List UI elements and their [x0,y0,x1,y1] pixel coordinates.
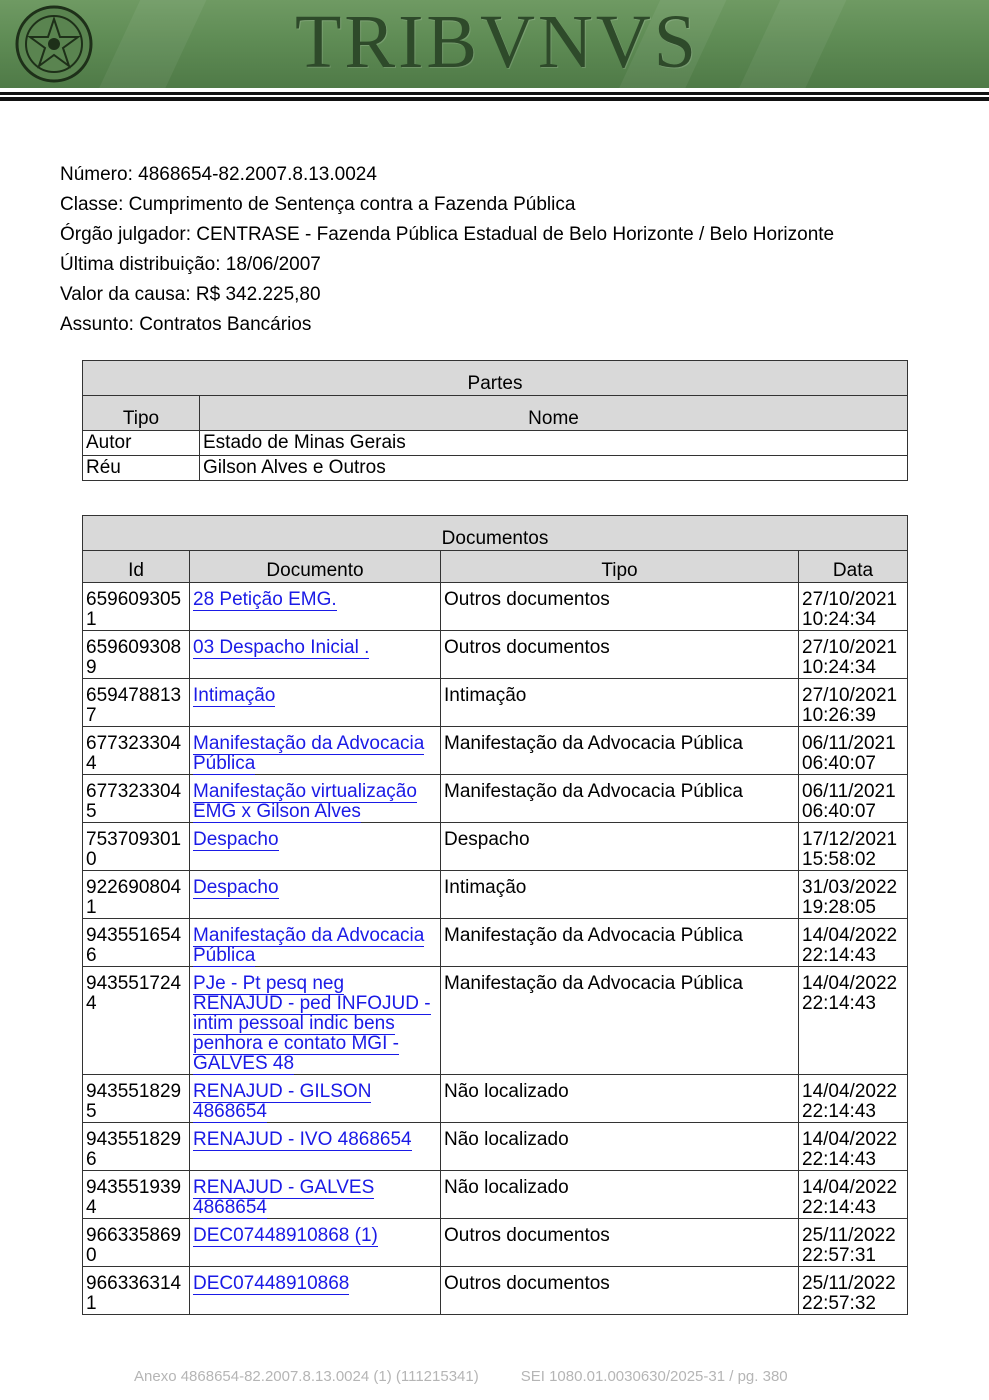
document-datetime-cell [799,775,908,823]
table-row [83,727,908,775]
document-date: 25/11/2022 [802,1273,896,1294]
document-id-check-digit: 6 [86,945,97,966]
document-link[interactable]: 28 Petição EMG. [193,589,337,610]
document-id: 966336314 [86,1273,182,1294]
document-id-check-digit: 5 [86,801,97,822]
document-time: 22:14:43 [802,1197,876,1218]
parties-col-tipo: Tipo [83,396,200,431]
document-datetime-cell [799,1267,908,1315]
document-id-check-digit: 1 [86,609,97,630]
document-id-check-digit: 5 [86,1101,97,1122]
document-date: 14/04/2022 [802,1177,898,1198]
document-id: 659609305 [86,589,182,610]
document-datetime-cell [799,679,908,727]
document-type: Outros documentos [441,1219,799,1267]
table-row [83,679,908,727]
document-datetime-cell [799,967,908,1075]
document-id-cell [83,871,190,919]
documents-col-id: Id [83,551,190,583]
case-value: Valor da causa: R$ 342.225,80 [60,284,321,305]
document-datetime-cell [799,823,908,871]
document-type: Outros documentos [441,583,799,631]
table-row [83,823,908,871]
document-date: 31/03/2022 [802,877,898,898]
page-footer [134,1368,788,1385]
document-id-check-digit: 0 [86,1245,97,1266]
document-id: 659609308 [86,637,182,658]
document-datetime-cell [799,871,908,919]
document-id: 922690804 [86,877,182,898]
document-type: Manifestação da Advocacia Pública [441,919,799,967]
party-name: Estado de Minas Gerais [200,431,908,456]
document-name-cell [190,1123,441,1171]
document-link[interactable]: Intimação [193,685,276,706]
document-time: 10:24:34 [802,657,876,678]
document-time: 15:58:02 [802,849,876,870]
document-id-cell [83,679,190,727]
documents-table [82,515,908,1315]
table-row [83,775,908,823]
document-type: Não localizado [441,1075,799,1123]
header-banner [0,0,989,88]
document-id-cell [83,823,190,871]
document-datetime-cell [799,1171,908,1219]
document-link[interactable]: Manifestação da Advocacia Pública [193,733,425,774]
document-date: 27/10/2021 [802,637,898,658]
document-id: 677323304 [86,733,182,754]
document-datetime-cell [799,1075,908,1123]
document-date: 06/11/2021 [802,733,896,754]
judging-body: Órgão julgador: CENTRASE - Fazenda Pública Estadual de Belo Horizonte / Belo Horizonte [60,224,835,245]
document-id: 659478813 [86,685,182,706]
document-link[interactable]: Manifestação da Advocacia Pública [193,925,425,966]
document-link[interactable]: RENAJUD - GILSON 4868654 [193,1081,372,1122]
document-id-cell [83,727,190,775]
document-id: 943551724 [86,973,182,994]
document-date: 14/04/2022 [802,925,898,946]
parties-table [82,360,908,481]
document-id-check-digit: 4 [86,753,97,774]
table-row [83,1267,908,1315]
footer-annex: Anexo 4868654-82.2007.8.13.0024 (1) (111215341) [134,1368,479,1385]
document-link[interactable]: Despacho [193,877,279,898]
document-id-cell [83,967,190,1075]
document-id-cell [83,583,190,631]
footer-sei-reference: SEI 1080.01.0030630/2025-31 / pg. 380 [520,1368,788,1385]
document-id-cell [83,1075,190,1123]
last-distribution: Última distribuição: 18/06/2007 [60,254,321,275]
document-time: 22:14:43 [802,1149,876,1170]
document-link[interactable]: RENAJUD - GALVES 4868654 [193,1177,375,1218]
header-rule-thick [0,97,989,101]
document-date: 17/12/2021 [802,829,898,850]
document-type: Outros documentos [441,631,799,679]
document-time: 22:57:31 [802,1245,876,1266]
table-row [83,431,908,456]
document-datetime-cell [799,727,908,775]
document-id: 966335869 [86,1225,182,1246]
document-datetime-cell [799,919,908,967]
document-id-cell [83,775,190,823]
table-row [83,1123,908,1171]
header-rule [0,92,989,95]
process-class: Classe: Cumprimento de Sentença contra a Fazenda Pública [60,194,576,215]
document-name-cell [190,1171,441,1219]
document-time: 19:28:05 [802,897,876,918]
document-date: 14/04/2022 [802,1081,898,1102]
party-name: Gilson Alves e Outros [200,456,908,481]
document-id-check-digit: 6 [86,1149,97,1170]
case-subject: Assunto: Contratos Bancários [60,314,312,335]
brand-logo-text: TRIBVNVS [295,0,700,84]
document-datetime-cell [799,583,908,631]
process-number: Número: 4868654-82.2007.8.13.0024 [60,164,377,185]
documents-col-data: Data [799,551,908,583]
document-id: 943551654 [86,925,182,946]
document-id: 943551939 [86,1177,182,1198]
document-type: Manifestação da Advocacia Pública [441,775,799,823]
document-id-check-digit: 7 [86,705,97,726]
document-type: Despacho [441,823,799,871]
document-id-check-digit: 4 [86,993,97,1014]
table-row [83,967,908,1075]
document-type: Manifestação da Advocacia Pública [441,727,799,775]
document-type: Não localizado [441,1171,799,1219]
document-id: 677323304 [86,781,182,802]
document-name-cell [190,775,441,823]
document-link[interactable]: PJe - Pt pesq neg RENAJUD - ped INFOJUD - intim pessoal indic bens penhora e contato MGI - GALVES 48 [193,973,431,1074]
process-metadata [60,160,834,340]
document-time: 22:14:43 [802,993,876,1014]
document-name-cell [190,727,441,775]
document-name-cell [190,583,441,631]
document-type: Intimação [441,679,799,727]
document-link[interactable]: DEC07448910868 (1) [193,1225,378,1246]
document-name-cell [190,1267,441,1315]
document-date: 27/10/2021 [802,685,898,706]
document-datetime-cell [799,1123,908,1171]
document-id-check-digit: 0 [86,849,97,870]
document-name-cell [190,679,441,727]
documents-title: Documentos [83,516,908,551]
table-row [83,1219,908,1267]
documents-col-documento: Documento [190,551,441,583]
document-time: 10:24:34 [802,609,876,630]
document-time: 22:57:32 [802,1293,876,1314]
document-id-cell [83,1219,190,1267]
document-link[interactable]: RENAJUD - IVO 4868654 [193,1129,412,1150]
document-datetime-cell [799,1219,908,1267]
document-link[interactable]: Manifestação virtualização EMG x Gilson Alves [193,781,417,822]
documents-col-tipo: Tipo [441,551,799,583]
document-date: 14/04/2022 [802,1129,898,1150]
document-id: 943551829 [86,1129,182,1150]
parties-title: Partes [83,361,908,396]
document-link[interactable]: 03 Despacho Inicial . [193,637,370,658]
document-id-check-digit: 1 [86,1293,97,1314]
party-type: Réu [83,456,200,481]
document-time: 06:40:07 [802,801,876,822]
document-id: 943551829 [86,1081,182,1102]
document-id-cell [83,1267,190,1315]
document-id-check-digit: 4 [86,1197,97,1218]
document-date: 06/11/2021 [802,781,896,802]
document-time: 10:26:39 [802,705,876,726]
document-name-cell [190,1219,441,1267]
document-type: Outros documentos [441,1267,799,1315]
document-link[interactable]: Despacho [193,829,279,850]
document-id-check-digit: 9 [86,657,97,678]
document-name-cell [190,871,441,919]
document-id-cell [83,919,190,967]
parties-col-nome: Nome [200,396,908,431]
document-date: 25/11/2022 [802,1225,896,1246]
table-row [83,871,908,919]
document-name-cell [190,1075,441,1123]
document-name-cell [190,823,441,871]
document-link[interactable]: DEC07448910868 [193,1273,350,1294]
document-type: Não localizado [441,1123,799,1171]
document-time: 06:40:07 [802,753,876,774]
tjmg-seal-icon [12,4,96,84]
table-row [83,631,908,679]
document-datetime-cell [799,631,908,679]
document-name-cell [190,631,441,679]
document-date: 14/04/2022 [802,973,898,994]
document-id-cell [83,1123,190,1171]
document-name-cell [190,967,441,1075]
table-row [83,919,908,967]
document-time: 22:14:43 [802,945,876,966]
table-row [83,1171,908,1219]
table-row [83,1075,908,1123]
table-row [83,456,908,481]
document-time: 22:14:43 [802,1101,876,1122]
table-row [83,583,908,631]
document-type: Intimação [441,871,799,919]
party-type: Autor [83,431,200,456]
document-date: 27/10/2021 [802,589,898,610]
document-type: Manifestação da Advocacia Pública [441,967,799,1075]
document-id-cell [83,631,190,679]
document-name-cell [190,919,441,967]
document-id-cell [83,1171,190,1219]
document-id: 753709301 [86,829,182,850]
document-id-check-digit: 1 [86,897,97,918]
